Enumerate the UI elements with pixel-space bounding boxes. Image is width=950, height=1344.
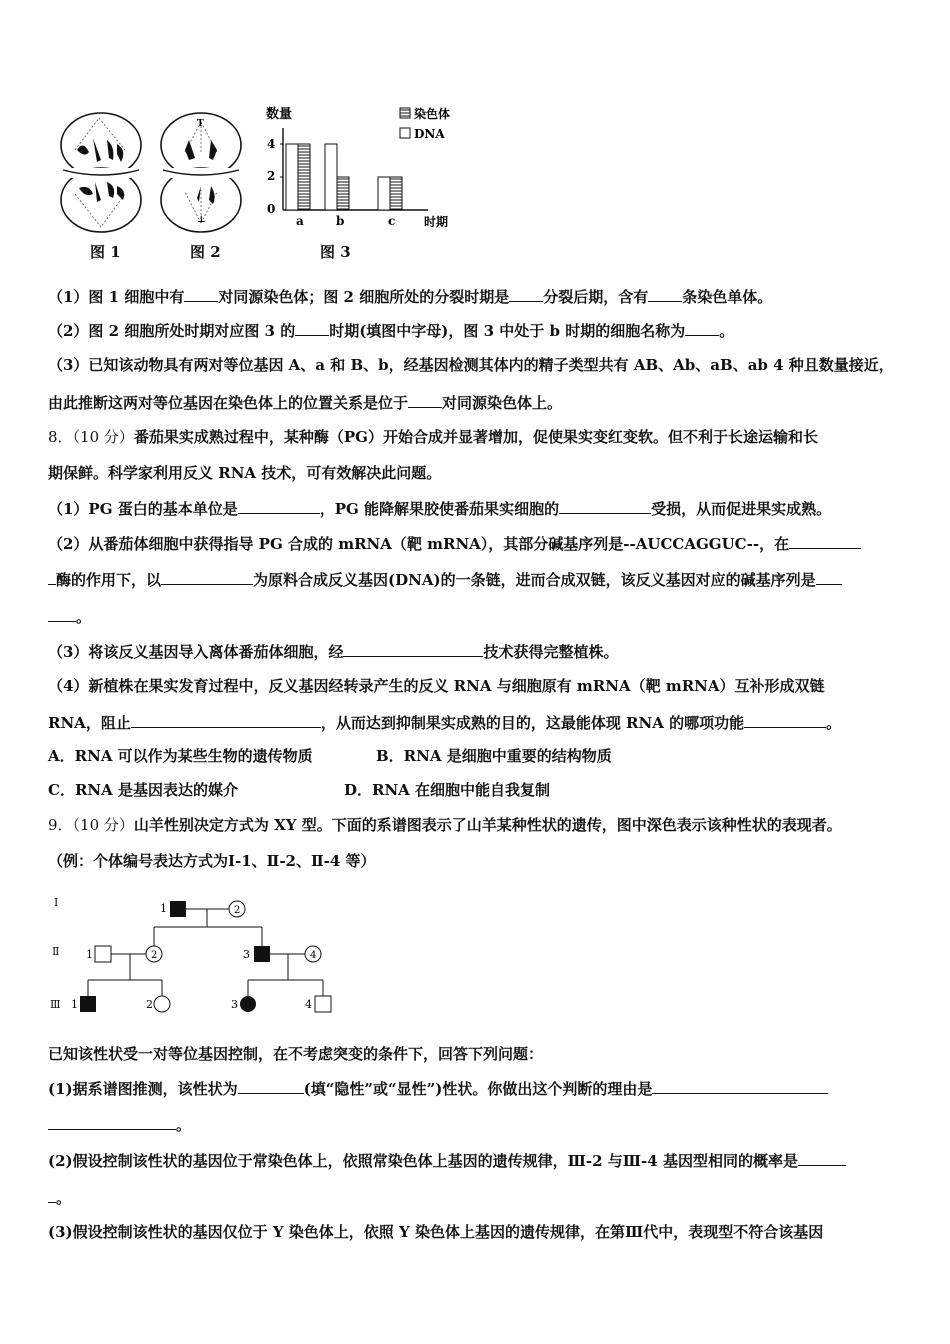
chart-ytick-0: 0	[267, 202, 276, 216]
chart-xtick-b: b	[336, 214, 345, 228]
bar-a-chromosome	[286, 144, 298, 210]
q8-intro: 8．（10 分）番茄果实成熟过程中，某种酶（PG）开始合成并显著增加，促使果实变红变软。但不利于长途运输和长	[48, 428, 819, 446]
q9-intro-b: （例：个体编号表达方式为Ⅰ-1、Ⅱ-2、Ⅱ-4 等）	[48, 852, 376, 870]
chart-ytick-4: 4	[267, 137, 276, 151]
I-1-affected-male	[170, 901, 186, 917]
II-2-number: 2	[151, 950, 158, 961]
chart-xlabel: 时期	[424, 215, 449, 229]
q7-part1: （1）图 1 细胞中有 对同源染色体；图 2 细胞所处的分裂时期是 分裂后期，含有 条染色单体。	[48, 288, 773, 306]
II-1-male	[95, 946, 111, 962]
chart-xtick-a: a	[296, 214, 304, 228]
bar-c-dna	[390, 177, 402, 210]
chart-ytick-2: 2	[267, 169, 276, 183]
figure-3-chart	[258, 100, 468, 235]
q9-number: 9．（10 分）	[48, 816, 134, 834]
III-1-number: 1	[71, 998, 78, 1011]
svg-text:⊥: ⊥	[197, 215, 206, 225]
gen-label-1: Ⅰ	[54, 896, 59, 909]
q8-number: 8．（10 分）	[48, 428, 134, 446]
pedigree-chart	[40, 882, 360, 1022]
q8-part2a: （2）从番茄体细胞中获得指导 PG 合成的 mRNA（靶 mRNA），其部分碱基序列是--AUCCAGGUC--，在	[48, 533, 861, 554]
II-3-number: 3	[243, 948, 250, 961]
q9-part1b: 。	[48, 1114, 191, 1135]
III-2-female	[154, 996, 170, 1012]
q9-part2b: 。	[48, 1187, 71, 1208]
q8-option-b: B．RNA 是细胞中重要的结构物质	[376, 747, 612, 765]
q7-part3a: （3）已知该动物具有两对等位基因 A、a 和 B、b，经基因检测其体内的精子类型共有 AB、Ab、aB、ab 4 种且数量接近，	[48, 356, 894, 374]
III-4-number: 4	[305, 998, 312, 1011]
bar-b-chromosome	[325, 144, 337, 210]
q8-part1: （1）PG 蛋白的基本单位是 ，PG 能降解果胶使番茄果实细胞的 受损，从而促进果实成熟。	[48, 500, 832, 518]
I-2-number: 2	[234, 905, 241, 916]
q8-part3: （3）将该反义基因导入离体番茄体细胞，经 技术获得完整植株。	[48, 643, 619, 661]
figure-1-cell	[55, 110, 147, 235]
figure-3-caption: 图 3	[320, 243, 351, 261]
II-1-number: 1	[86, 948, 93, 961]
svg-text:T: T	[197, 119, 204, 129]
bar-a-dna	[298, 144, 310, 210]
q8-option-c: C．RNA 是基因表达的媒介	[48, 781, 238, 799]
q8-part2b: 酶的作用下，以 为原料合成反义基因(DNA)的一条链，进而合成双链，该反义基因对应的碱基序列是	[48, 569, 842, 590]
q8-part2c: 。	[48, 606, 91, 627]
III-3-affected-female	[240, 996, 256, 1012]
gen-label-2: Ⅱ	[52, 945, 60, 958]
figure-1-caption: 图 1	[90, 243, 121, 261]
legend-dna: DNA	[414, 127, 445, 141]
III-1-affected-male	[80, 996, 96, 1012]
q9-known: 已知该性状受一对等位基因控制，在不考虑突变的条件下，回答下列问题：	[48, 1045, 544, 1063]
q9-part2: (2)假设控制该性状的基因位于常染色体上，依照常染色体上基因的遗传规律，Ⅲ-2 与Ⅲ-4 基因型相同的概率是	[48, 1150, 846, 1171]
II-4-number: 4	[310, 950, 317, 961]
legend-swatch-dna	[400, 128, 410, 138]
q9-intro: 9．（10 分）山羊性别决定方式为 XY 型。下面的系谱图表示了山羊某种性状的遗传，图中深色表示该种性状的表现者。	[48, 816, 842, 834]
III-2-number: 2	[146, 998, 153, 1011]
III-4-male	[315, 996, 331, 1012]
figure-2-caption: 图 2	[190, 243, 221, 261]
III-3-number: 3	[231, 998, 238, 1011]
chart-xtick-c: c	[388, 214, 396, 228]
chart-ylabel: 数量	[266, 107, 293, 122]
legend-swatch-chromosome	[400, 108, 410, 118]
II-3-affected-male	[254, 946, 270, 962]
q8-part4b: RNA，阻止 ，从而达到抑制果实成熟的目的，这最能体现 RNA 的哪项功能 。	[48, 714, 842, 732]
I-1-number: 1	[160, 902, 167, 915]
gen-label-3: Ⅲ	[50, 998, 61, 1011]
q8-part4a: （4）新植株在果实发育过程中，反义基因经转录产生的反义 RNA 与细胞原有 mRNA（靶 mRNA）互补形成双链	[48, 677, 825, 695]
bar-b-dna	[337, 177, 349, 210]
q9-part3: (3)假设控制该性状的基因仅位于 Y 染色体上，依照 Y 染色体上基因的遗传规律，在第Ⅲ代中，表现型不符合该基因	[48, 1223, 824, 1241]
q8-intro-b: 期保鲜。科学家利用反义 RNA 技术，可有效解决此问题。	[48, 464, 442, 482]
q7-part3b: 由此推断这两对等位基因在染色体上的位置关系是位于 对同源染色体上。	[48, 394, 563, 412]
q8-option-d: D．RNA 在细胞中能自我复制	[344, 781, 551, 799]
q9-part1: (1)据系谱图推测，该性状为 (填“隐性”或“显性”)性状。你做出这个判断的理由是	[48, 1078, 828, 1099]
bar-c-chromosome	[378, 177, 390, 210]
q8-option-a: A．RNA 可以作为某些生物的遗传物质	[48, 747, 313, 765]
figure-2-cell	[155, 110, 247, 235]
legend-chromosome: 染色体	[414, 107, 451, 121]
q7-part2: （2）图 2 细胞所处时期对应图 3 的 时期(填图中字母)，图 3 中处于 b 时期的细胞名称为 。	[48, 322, 735, 340]
